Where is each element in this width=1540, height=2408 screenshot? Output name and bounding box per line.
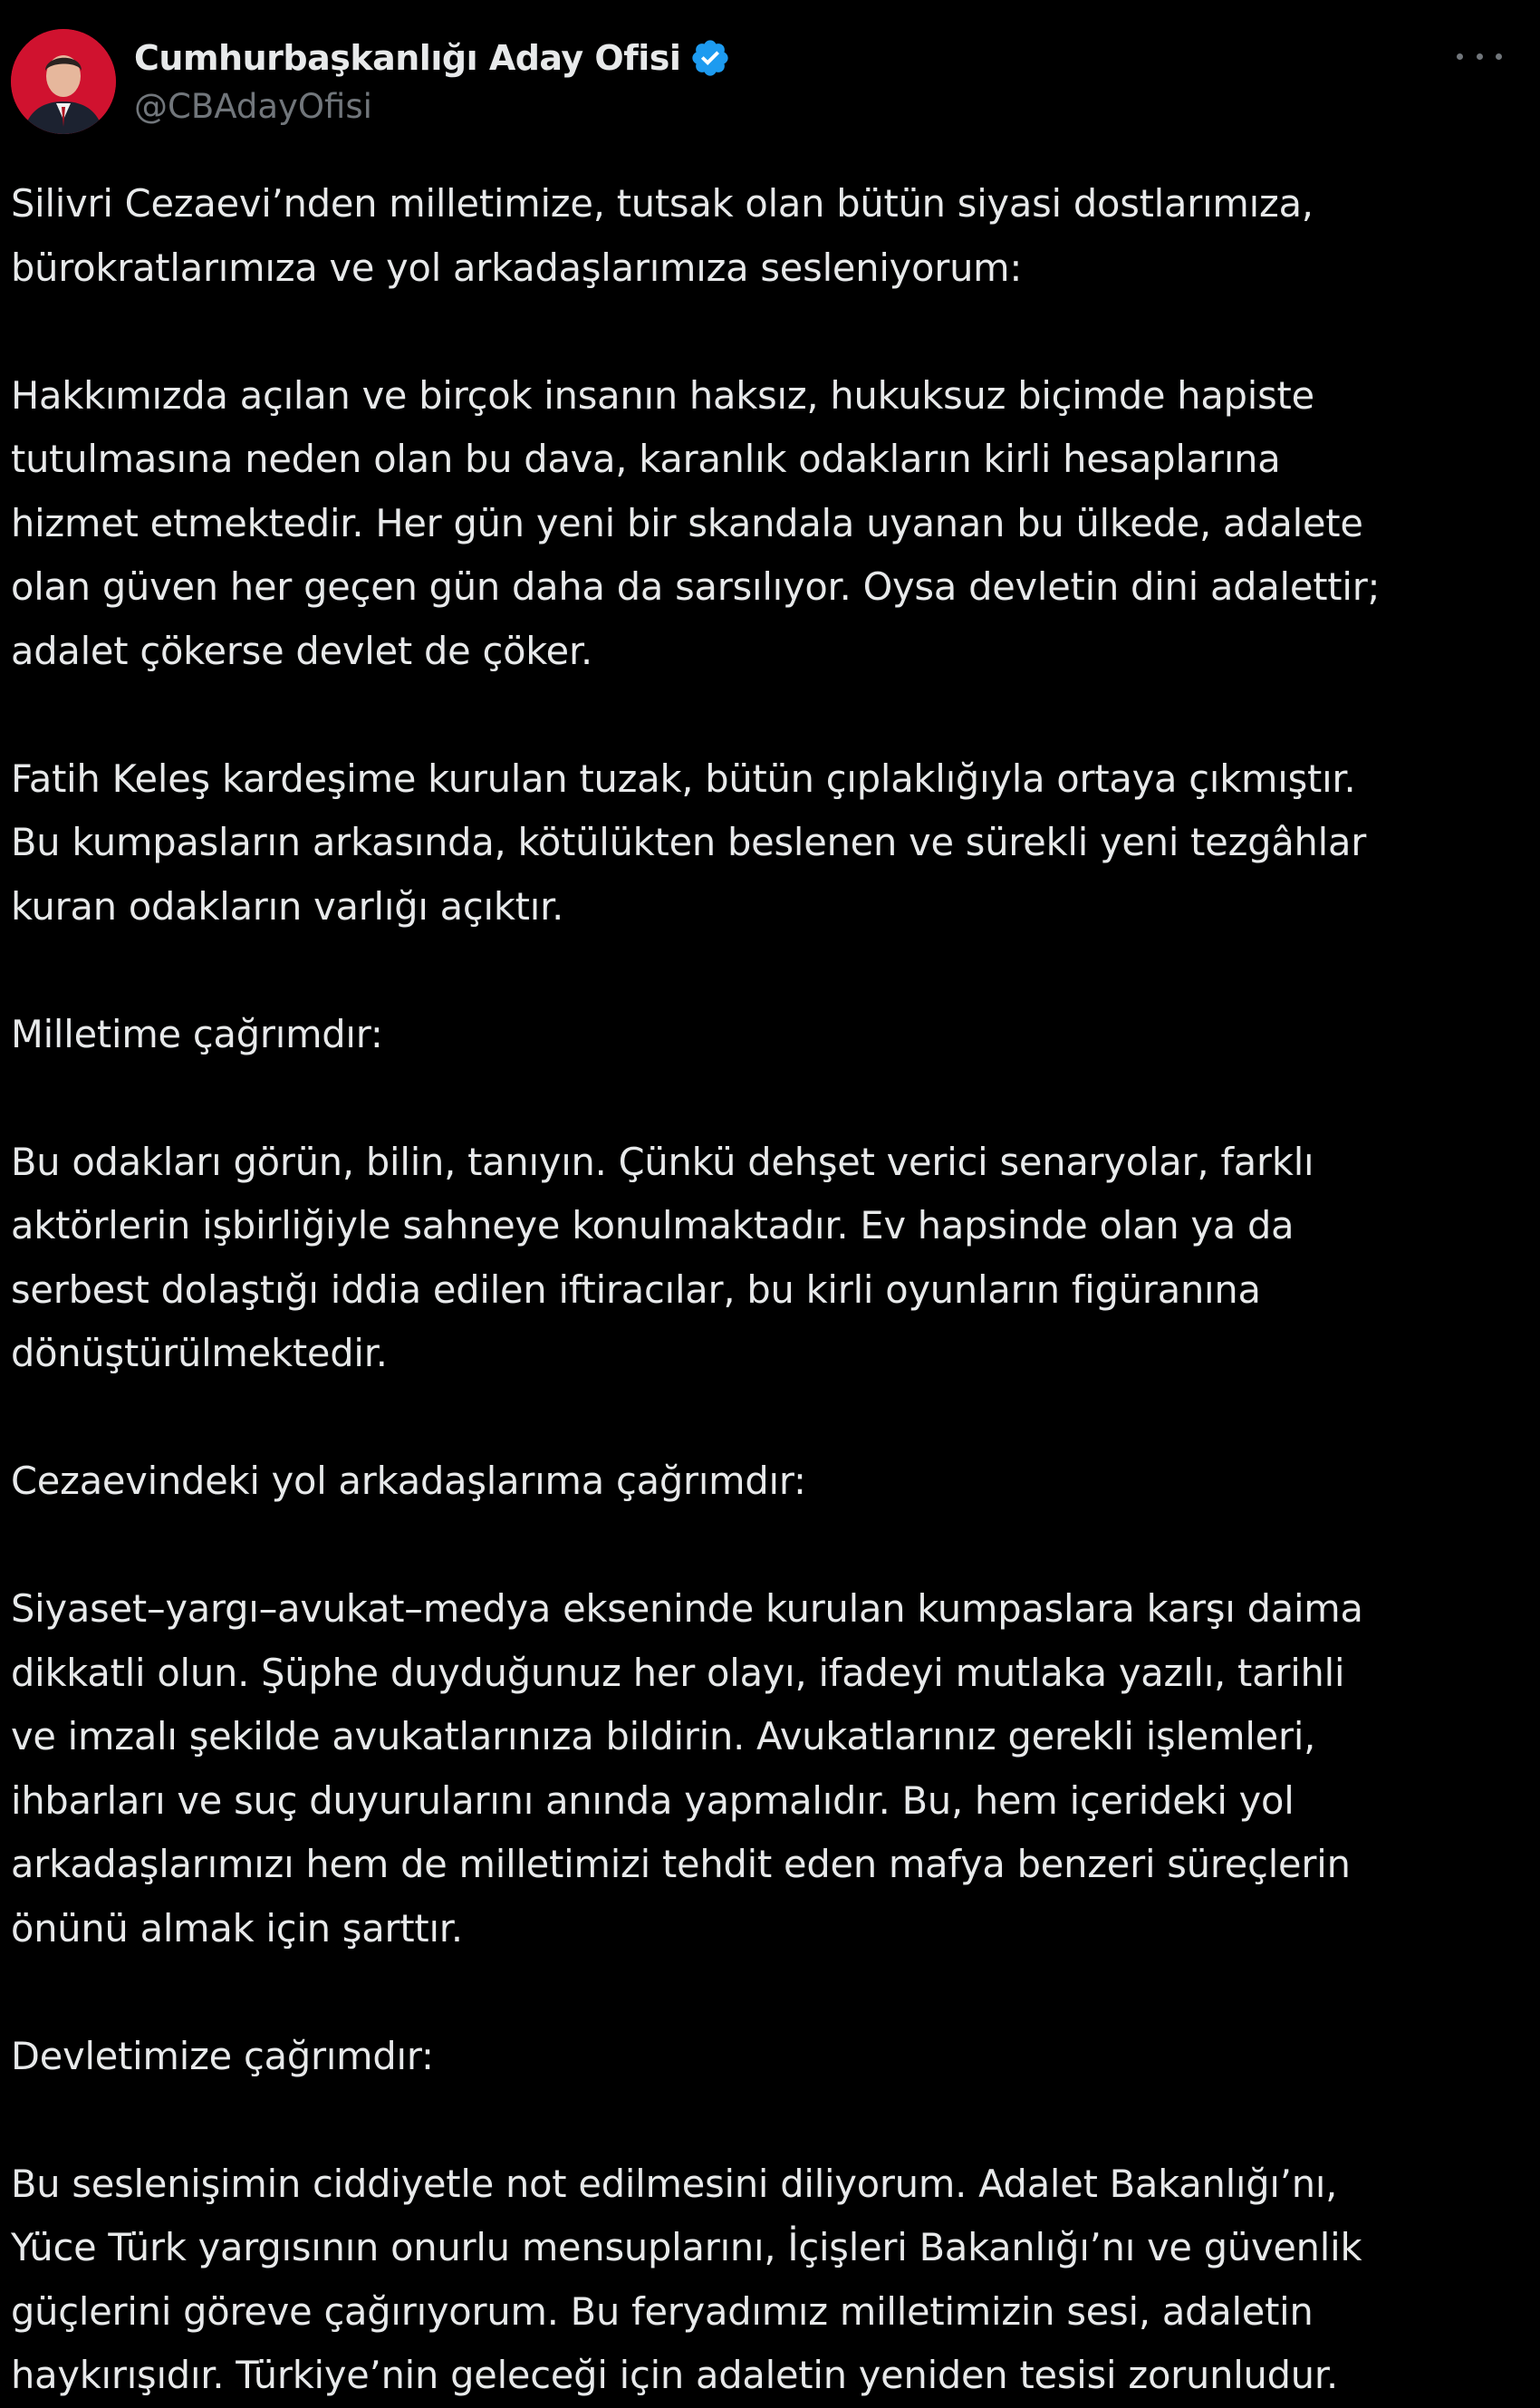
more-options-icon[interactable] [1457, 38, 1502, 74]
post-text-line: haykırışıdır. Türkiye’nin geleceği için adaletin yeniden tesisi zorunludur. [11, 2353, 1338, 2397]
post-text-line: hizmet etmektedir. Her gün yeni bir skandala uyanan bu ülkede, adalete [11, 500, 1363, 545]
post-text-line: aktörlerin işbirliğiyle sahneye konulmaktadır. Ev hapsinde olan ya da [11, 1203, 1295, 1247]
paragraph-gap [11, 2088, 1515, 2153]
dot [1477, 53, 1483, 60]
author-handle[interactable]: @CBAdayOfisi [134, 87, 372, 126]
paragraph-gap [11, 1386, 1515, 1450]
paragraph-gap [11, 300, 1515, 364]
dot [1496, 53, 1502, 60]
post-text-line: Fatih Keleş kardeşime kurulan tuzak, bütün çıplaklığıyla ortaya çıkmıştır. [11, 756, 1356, 801]
paragraph-gap [11, 1066, 1515, 1131]
post-text-line: güçlerini göreve çağırıyorum. Bu feryadımız milletimizin sesi, adaletin [11, 2288, 1314, 2334]
post-text-line: arkadaşlarımızı hem de milletimizi tehdit eden mafya benzeri süreçlerin [11, 1842, 1351, 1886]
dot [1457, 53, 1463, 60]
post-text-line: Bu kumpasların arkasında, kötülükten beslenen ve sürekli yeni tezgâhlar [11, 820, 1367, 864]
post-text-line: Cezaevindeki yol arkadaşlarıma çağrımdır: [11, 1459, 806, 1503]
post-text-line: tutulmasına neden olan bu dava, karanlık odakların kirli hesaplarına [11, 437, 1281, 481]
post-text-line: Milletime çağrımdır: [11, 1011, 383, 1056]
post-text-line: Bu odakları görün, bilin, tanıyın. Çünkü dehşet verici senaryolar, farklı [11, 1139, 1314, 1184]
post-text-line: olan güven her geçen gün daha da sarsılıyor. Oysa devletin dini adalettir; [11, 564, 1381, 609]
display-name[interactable]: Cumhurbaşkanlığı Aday Ofisi [134, 38, 681, 78]
post-text-line: dikkatli olun. Şüphe duyduğunuz her olayı, ifadeyi mutlaka yazılı, tarihli [11, 1650, 1345, 1695]
author-names [134, 31, 731, 126]
post-text-line: Hakkımızda açılan ve birçok insanın haksız, hukuksuz biçimde hapiste [11, 372, 1314, 418]
post-text-line: dönüştürülmektedir. [11, 1331, 388, 1375]
post-text-line: ve imzalı şekilde avukatlarınıza bildirin. Avukatlarınız gerekli işlemleri, [11, 1714, 1316, 1758]
post-text-line: Siyaset–yargı–avukat–medya ekseninde kurulan kumpaslara karşı daima [11, 1586, 1363, 1631]
post-text-line: serbest dolaştığı iddia edilen iftiracılar, bu kirli oyunların figüranına [11, 1267, 1261, 1312]
post-text-line: ihbarları ve suç duyurularını anında yapmalıdır. Bu, hem içerideki yol [11, 1777, 1295, 1823]
post-text-line: Silivri Cezaevi’nden milletimize, tutsak olan bütün siyasi dostlarımıza, [11, 181, 1314, 226]
verified-badge-icon [689, 37, 731, 79]
paragraph-gap [11, 939, 1515, 1003]
post-text-line: önünü almak için şarttır. [11, 1905, 463, 1950]
post-text [11, 172, 1515, 2408]
post-text-line: Devletimize çağrımdır: [11, 2033, 434, 2078]
paragraph-gap [11, 1960, 1515, 2025]
post-header [11, 29, 1529, 138]
avatar[interactable] [11, 29, 116, 134]
post-text-line: kuran odakların varlığı açıktır. [11, 883, 564, 929]
paragraph-gap [11, 683, 1515, 747]
post-text-line: adalet çökerse devlet de çöker. [11, 628, 592, 673]
avatar-portrait-icon [11, 29, 116, 134]
post-text-line: Yüce Türk yargısının onurlu mensuplarını, İçişleri Bakanlığı’nı ve güvenlik [11, 2225, 1362, 2269]
paragraph-gap [11, 1514, 1515, 1578]
post-text-line: Bu seslenişimin ciddiyetle not edilmesini diliyorum. Adalet Bakanlığı’nı, [11, 2161, 1338, 2206]
post-text-line: bürokratlarımıza ve yol arkadaşlarımıza sesleniyorum: [11, 245, 1023, 290]
